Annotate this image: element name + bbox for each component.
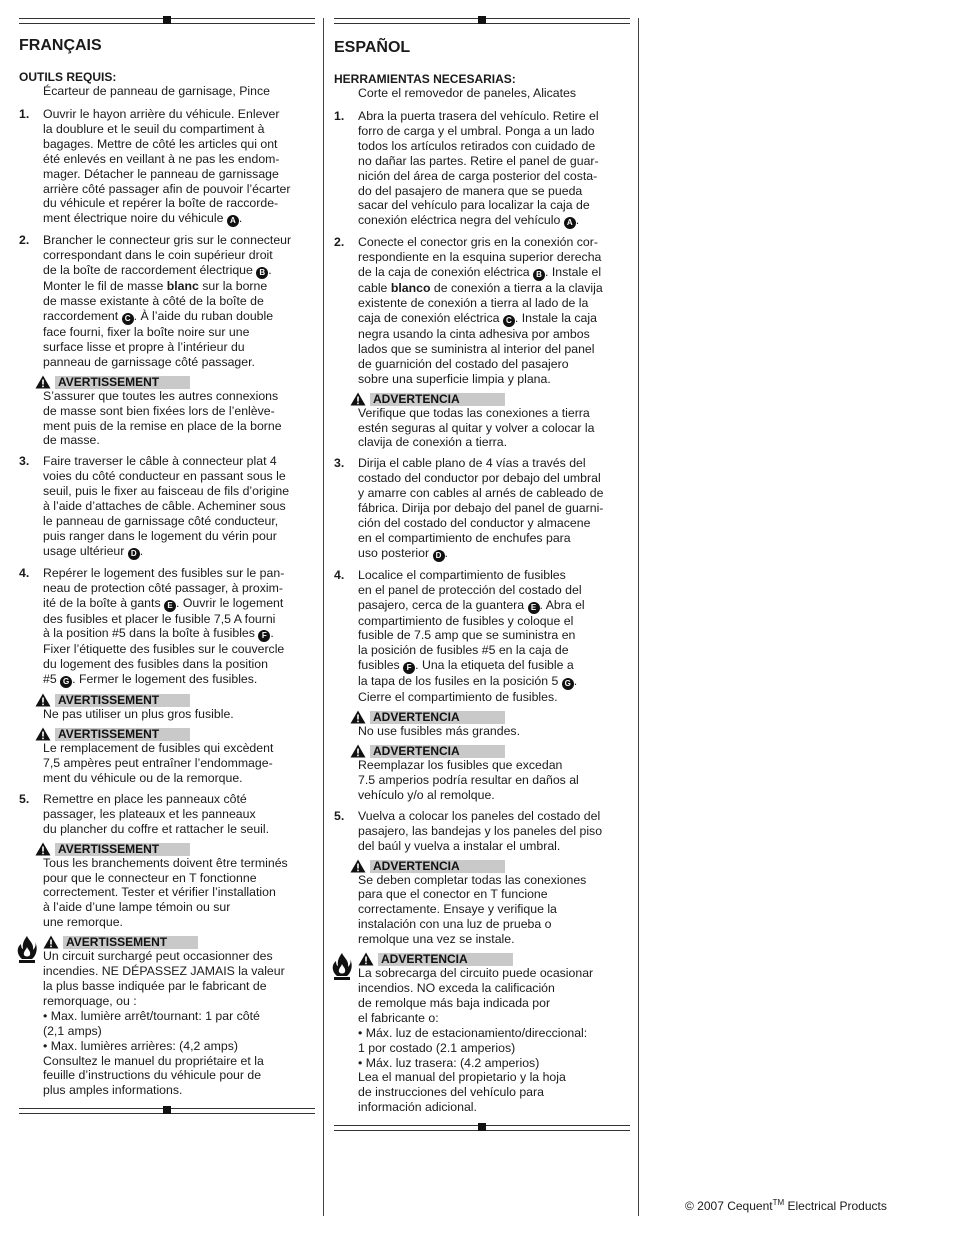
callout-badge: C [122,313,134,325]
step-3: 3. Faire traverser le câble à connecteur plat 4 voies du côté conducteur en passant sous le seuil, puis le fixer au faisceau de fils d’origine à l’aide d’attaches de câble. Acheminer sous le panneau de garnissage côté conducteur, puis ranger dans le logement du vérin pour usage ultérieur D . [19,454,290,558]
tools-list: Corte el removedor de paneles, Alicates [358,86,577,100]
step-2: 2. Brancher le connecteur gris sur le connecteur correspondant dans le coin supérieur droit de la boîte de raccordement électrique B . Monter le fil de masse blanc sur la borne de masse existante à côté de la boîte de raccordement C . À l’aide du ruban double face fourni, fixer la boîte noire sur une surface lisse et propre à l’intérieur du panneau de garnissage côté passager. [19,233,292,369]
bottom-rule [19,1108,315,1114]
warning-label: ADVERTENCIA [378,953,513,966]
warning-4: ADVERTENCIA Se deben completar todas las conexiones para que el conector en T funcione correctamente. Ensaye y verifique la instalación con una luz de prueba o remolque una vez se instale. [334,859,630,948]
callout-badge: D [128,548,140,560]
step-3: 3. Dirija el cable plano de 4 vías a través del costado del conductor por debajo del umbral y amarre con cables al arnés de cableado de fábrica. Dirija por debajo del panel de guarni- ción del costado del conductor y almacene en el compartimiento de enchufes para uso posterior D . [334,456,604,560]
column-divider-right [638,18,639,1216]
warning-2: ADVERTENCIA No use fusibles más grandes. [334,710,630,739]
warning-triangle-icon [350,392,366,406]
warning-triangle-icon [350,859,366,873]
callout-badge: B [533,269,545,281]
callout-badge: D [433,550,445,562]
warning-triangle-icon [35,727,51,741]
callout-badge: F [403,662,415,674]
top-rule [334,18,630,24]
warning-3: AVERTISSEMENT Le remplacement de fusibles qui excèdent 7,5 ampères peut entraîner l’endommage- ment du véhicule ou de la remorque. [19,727,315,786]
warning-triangle-icon [35,375,51,389]
fire-hazard-icon [332,952,352,982]
warning-label: AVERTISSEMENT [55,694,190,707]
callout-badge: A [564,217,576,229]
warning-label: AVERTISSEMENT [55,843,190,856]
warning-label: ADVERTENCIA [370,393,505,406]
callout-badge: E [528,602,540,614]
warning-3: ADVERTENCIA Reemplazar los fusibles que excedan 7.5 amperios podría resultar en daños al vehículo y/o al remolque. [334,744,630,803]
step-2: 2. Conecte el conector gris en la conexión cor- respondiente en la esquina superior derecha de la caja de conexión eléctrica B . Instale el cable blanco de conexión a tierra a la clavija existente de conexión a tierra al lado de la caja de conexión eléctrica C . Instale la caja negra usando la cinta adhesiva por ambos lados que se suministra al interior del panel de guarnición del costado del pasajero sobre una superficie limpia y plana. [334,235,603,386]
warning-triangle-icon [35,842,51,856]
callout-badge: B [256,267,268,279]
callout-badge: E [164,600,176,612]
fire-hazard-icon [17,935,37,965]
step-1: 1. Ouvrir le hayon arrière du véhicule. Enlever la doublure et le seuil du compartiment à bagages. Mettre de côté les articles qui ont été enlevés en veillant à ne pas les endom- mager. Détacher le panneau de garnissage arrière côté passager afin de pouvoir l’écarter du véhicule et repérer la boîte de raccorde- ment électrique noire du véhicule A . [19,107,291,226]
copyright-footer: © 2007 Cequent™ Electrical Products [685,1198,887,1213]
warning-triangle-icon [43,935,59,949]
step-4: 4. Repérer le logement des fusibles sur le pan- neau de protection côté passager, à proxim- ité de la boîte à gants E . Ouvrir le logement des fusibles et placer le fusible 7,5 A fourni à la position #5 dans la boîte à fusibles F . Fixer l’étiquette des fusibles sur le couvercle du logement des fusibles dans la position #5 G . Fermer le logement des fusibles. [19,565,285,687]
step-5: 5. Remettre en place les panneaux côté passager, les plateaux et les panneaux du plancher du coffre et rattacher le seuil. [19,791,270,836]
warning-label: AVERTISSEMENT [55,376,190,389]
french-column [19,18,315,1114]
section-heading: FRANÇAIS [19,37,102,54]
callout-badge: G [60,676,72,688]
warning-label: ADVERTENCIA [370,711,505,724]
top-rule [19,18,315,24]
section-heading: ESPAÑOL [334,39,411,56]
tools-heading: HERRAMIENTAS NECESARIAS: [334,72,516,86]
callout-badge: F [258,630,270,642]
fire-warning: ADVERTENCIA La sobrecarga del circuito puede ocasionar incendios. NO exceda la calificación de remolque más baja indicada por el fabricante o: • Máx. luz de estacionamiento/direccional: 1 por costado (2.1 amperios) • Máx. luz trasera: (4.2 amperios) Lea el manual del propietario y la hoja de instrucciones del vehículo para información adicional. [334,952,630,1115]
fire-warning: AVERTISSEMENT Un circuit surchargé peut occasionner des incendies. NE DÉPASSEZ JAMAIS la valeur la plus basse indiquée par le fabricant de remorquage, ou : • Max. lumière arrêt/tournant: 1 par côté (2,1 amps) • Max. lumières arrières: (4,2 amps) Consultez le manuel du propriétaire et la feuille d’instructions du véhicule pour de plus amples informations. [19,935,315,1098]
bottom-rule [334,1125,630,1131]
warning-triangle-icon [350,710,366,724]
warning-label: ADVERTENCIA [370,745,505,758]
step-4: 4. Localice el compartimiento de fusibles en el panel de protección del costado del pasajero, cerca de la guantera E . Abra el compartimiento de fusibles y coloque el fusible de 7.5 amp que se suministra en la posición de fusibles #5 en la caja de fusibles F . Una la etiqueta del fusible a la tapa de los fusiles en la posición 5 G . Cierre el compartimiento de fusibles. [334,567,585,705]
warning-1: ADVERTENCIA Verifique que todas las conexiones a tierra estén seguras al quitar y volver a colocar la clavija de conexión a tierra. [334,392,630,451]
warning-label: AVERTISSEMENT [63,936,198,949]
callout-badge: C [503,315,515,327]
step-1: 1. Abra la puerta trasera del vehículo. Retire el forro de carga y el umbral. Ponga a un lado todos los artículos retirados con cuidado de no dañar las partes. Retire el panel de guar- nición del área de carga posterior del costa- do del pasajero de manera que se pueda sacar del vehículo para localizar la caja de conexión eléctrica negra del vehículo A . [334,109,599,228]
step-5: 5. Vuelva a colocar los paneles del costado del pasajero, las bandejas y los paneles del piso del baúl y vuelva a instalar el umbral. [334,808,603,853]
tools-list: Écarteur de panneau de garnisage, Pince [43,84,270,98]
warning-2: AVERTISSEMENT Ne pas utiliser un plus gros fusible. [19,693,315,722]
callout-badge: A [227,215,239,227]
warning-label: AVERTISSEMENT [55,728,190,741]
column-divider-middle [323,18,324,1216]
callout-badge: G [562,678,574,690]
warning-triangle-icon [358,952,374,966]
spanish-column [334,18,630,1131]
warning-label: ADVERTENCIA [370,860,505,873]
warning-4: AVERTISSEMENT Tous les branchements doivent être terminés pour que le connecteur en T fonctionne correctement. Tester et vérifier l’installation à l’aide d’une lampe témoin ou sur une remorque. [19,842,315,931]
tools-heading: OUTILS REQUIS: [19,70,117,84]
warning-triangle-icon [35,693,51,707]
warning-triangle-icon [350,744,366,758]
warning-1: AVERTISSEMENT S’assurer que toutes les autres connexions de masse sont bien fixées lors de l’enlève- ment puis de la remise en place de la borne de masse. [19,375,315,449]
